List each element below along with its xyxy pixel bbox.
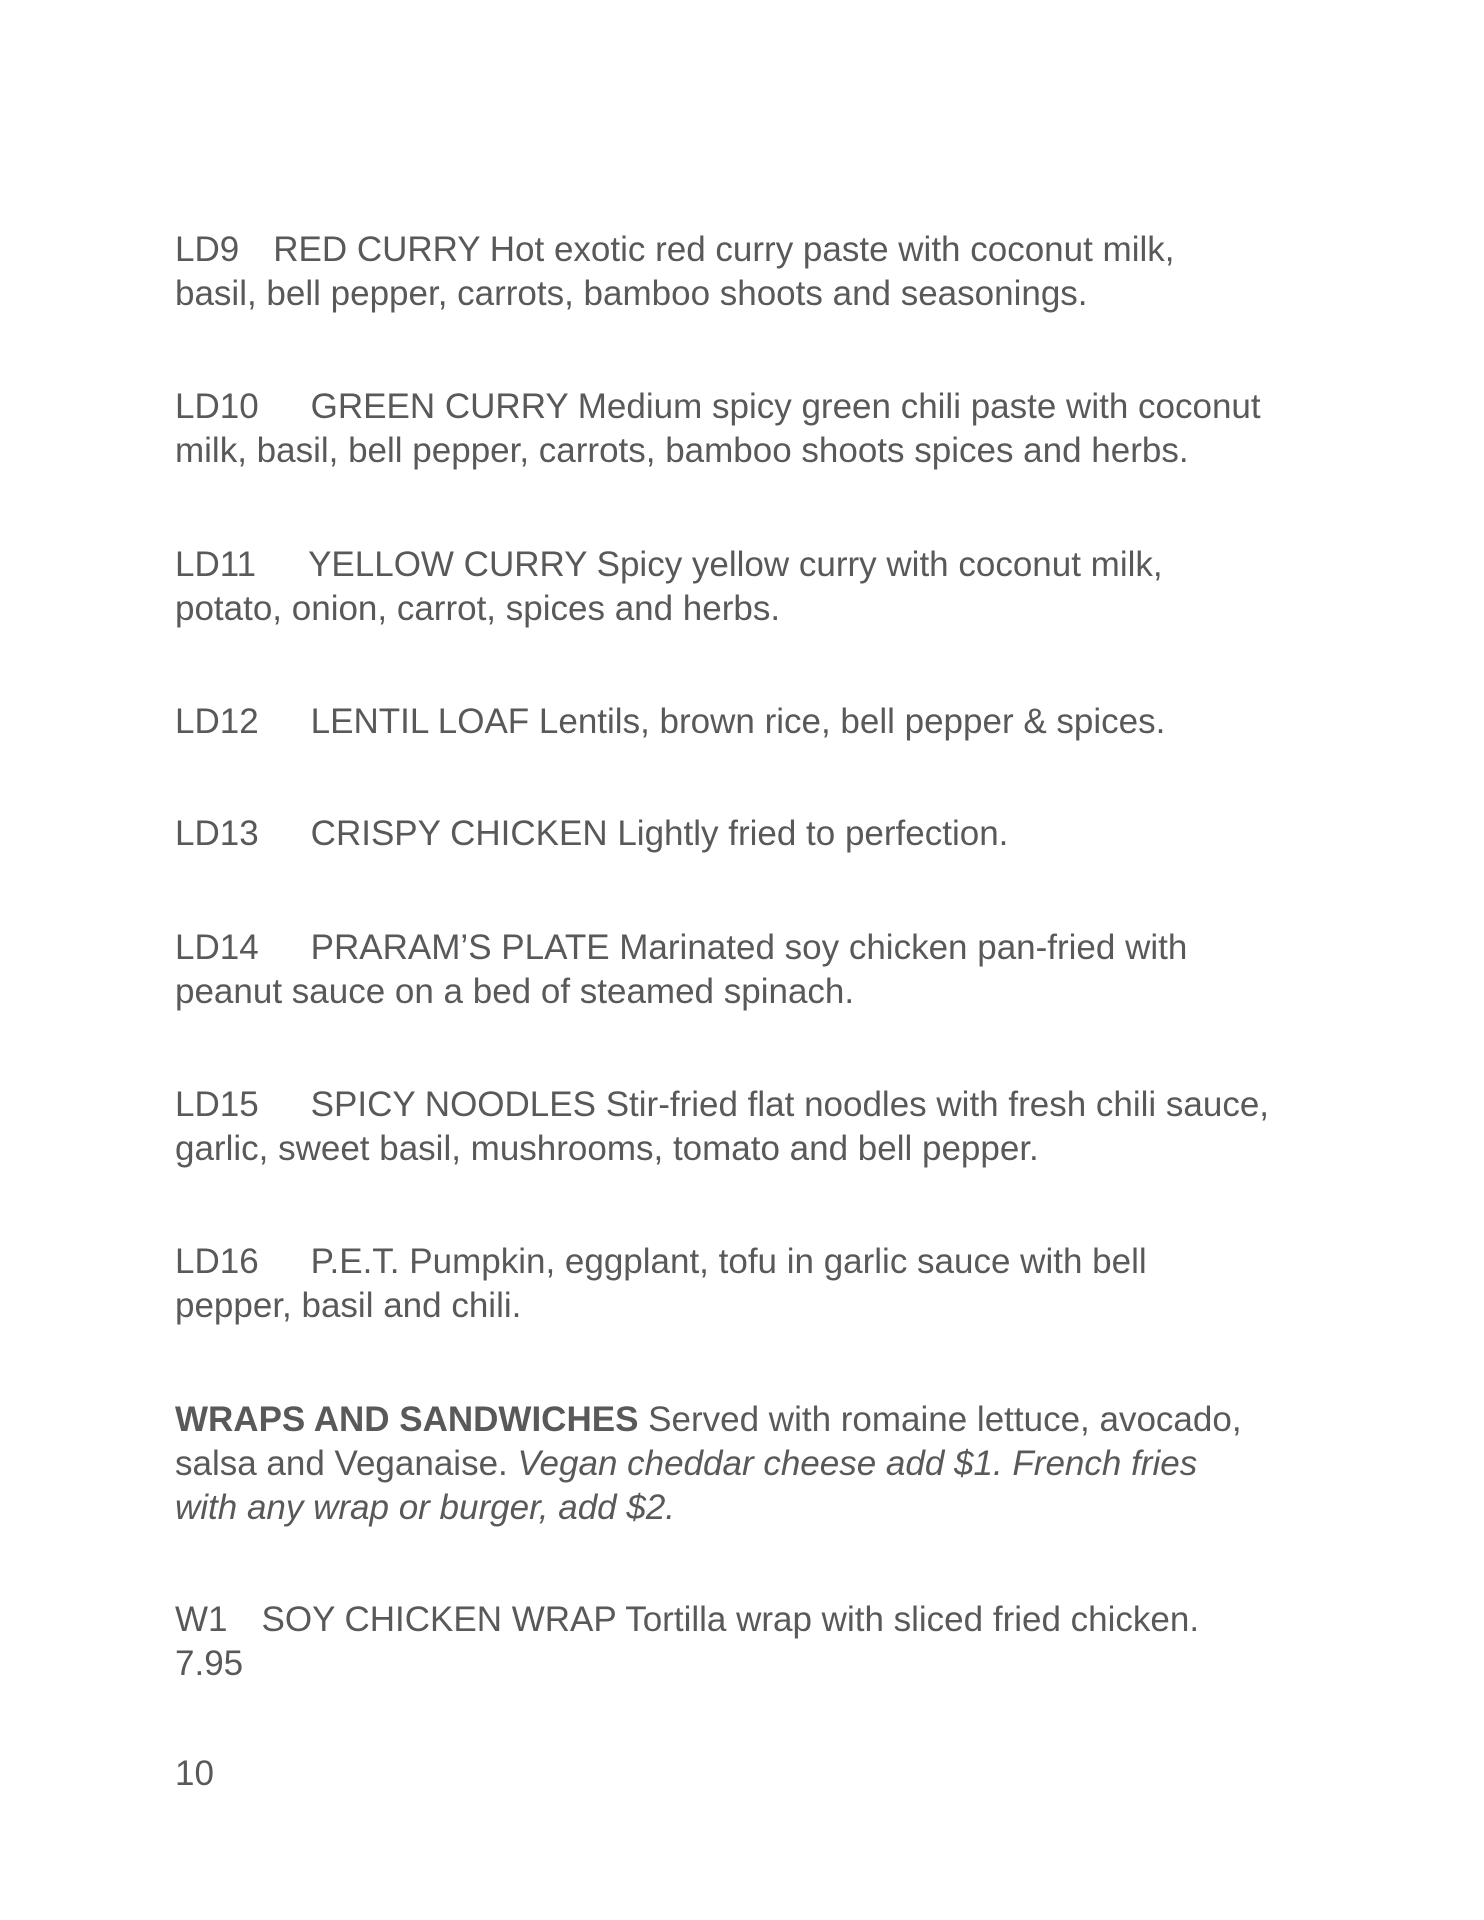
item-description: Lentils, brown rice, bell pepper & spices.: [538, 702, 1166, 741]
section-intro-cont: salsa and Veganaise.: [175, 1444, 508, 1483]
menu-item-ld14: [175, 926, 1325, 1014]
item-description-cont: garlic, sweet basil, mushrooms, tomato and bell pepper.: [175, 1129, 1039, 1168]
item-code: LD13: [175, 814, 259, 853]
item-title: PRARAM’S PLATE: [310, 928, 610, 967]
section-intro: Served with romaine lettuce, avocado,: [648, 1400, 1242, 1439]
page-number: 10: [175, 1754, 214, 1793]
item-title: CRISPY CHICKEN: [310, 814, 608, 853]
item-description: Pumpkin, eggplant, tofu in garlic sauce with bell: [409, 1242, 1147, 1281]
item-code: LD11: [175, 545, 257, 584]
item-title: YELLOW CURRY: [308, 545, 587, 584]
menu-item-ld12: [175, 700, 1325, 744]
item-description: Hot exotic red curry paste with coconut milk,: [489, 230, 1175, 269]
section-heading: WRAPS AND SANDWICHES: [175, 1400, 639, 1439]
item-description-cont: milk, basil, bell pepper, carrots, bamboo shoots spices and herbs.: [175, 431, 1189, 470]
section-note: Vegan cheddar cheese add $1. French fries: [517, 1444, 1198, 1483]
item-code: LD9: [175, 230, 240, 269]
item-description: Lightly fried to perfection.: [617, 814, 1009, 853]
menu-item-ld13: [175, 812, 1325, 856]
item-description: Marinated soy chicken pan-fried with: [619, 928, 1188, 967]
item-description-cont: potato, onion, carrot, spices and herbs.: [175, 589, 781, 628]
item-description: Stir-fried flat noodles with fresh chili sauce,: [605, 1085, 1270, 1124]
menu-item-ld16: [175, 1240, 1325, 1328]
section-note-cont: with any wrap or burger, add $2.: [175, 1488, 676, 1527]
item-title: LENTIL LOAF: [310, 702, 530, 741]
item-description: Medium spicy green chili paste with coconut: [577, 387, 1261, 426]
item-price: 7.95: [175, 1644, 244, 1683]
item-description-cont: basil, bell pepper, carrots, bamboo shoots and seasonings.: [175, 274, 1088, 313]
menu-item-ld15: [175, 1083, 1325, 1171]
menu-item-ld9: [175, 228, 1325, 316]
item-description: Spicy yellow curry with coconut milk,: [596, 545, 1163, 584]
item-code: LD12: [175, 702, 259, 741]
item-title: RED CURRY: [273, 230, 481, 269]
menu-item-ld10: [175, 385, 1325, 473]
item-description-cont: pepper, basil and chili.: [175, 1286, 522, 1325]
menu-item-ld11: [175, 543, 1325, 631]
item-title: GREEN CURRY: [310, 387, 569, 426]
section-wraps-sandwiches: [175, 1398, 1325, 1530]
item-description: Tortilla wrap with sliced fried chicken.: [625, 1600, 1200, 1639]
item-code: LD16: [175, 1242, 259, 1281]
item-description-cont: peanut sauce on a bed of steamed spinach.: [175, 972, 855, 1011]
item-title: SOY CHICKEN WRAP: [261, 1600, 617, 1639]
item-code: LD15: [175, 1085, 259, 1124]
item-title: SPICY NOODLES: [310, 1085, 596, 1124]
menu-item-w1: [175, 1598, 1325, 1686]
item-title: P.E.T.: [310, 1242, 400, 1281]
item-code: LD14: [175, 928, 259, 967]
item-code: W1: [175, 1600, 228, 1639]
item-code: LD10: [175, 387, 259, 426]
